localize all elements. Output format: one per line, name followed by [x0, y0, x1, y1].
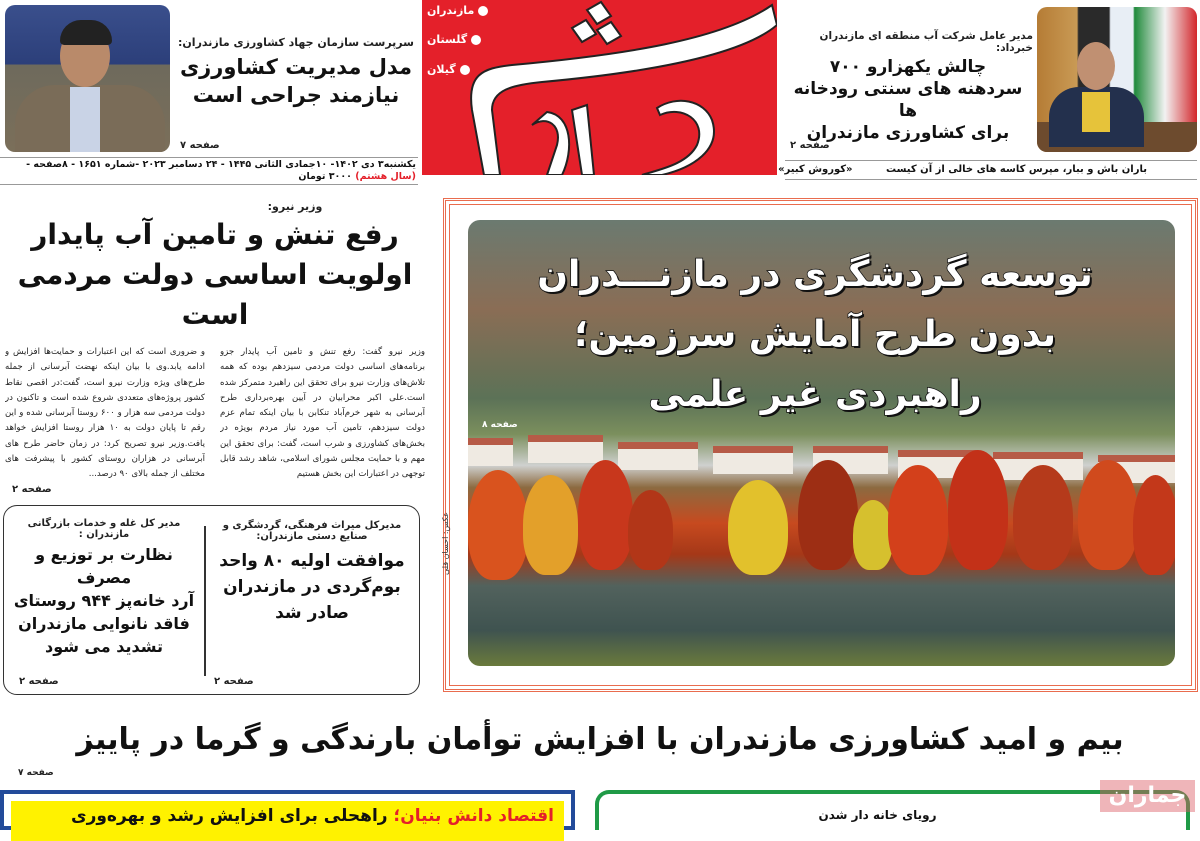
- page-ref: صفحه ۲: [19, 676, 59, 687]
- top-left-headline: [175, 53, 417, 109]
- quote-bar: [778, 160, 1197, 180]
- top-left-story[interactable]: [175, 36, 417, 109]
- water-body: [0, 345, 430, 485]
- top-left-kicker: سرپرست سازمان جهاد کشاورزی مازندران:: [178, 36, 414, 49]
- page-ref: صفحه ۷: [180, 140, 220, 151]
- top-right-headline: [783, 56, 1033, 144]
- year-label: (سال هشتم): [355, 171, 416, 182]
- price: ۳۰۰۰ تومان: [298, 171, 352, 182]
- region-golestan: گلستان: [427, 33, 481, 46]
- kicker: مدیرکل میراث فرهنگی، گردشگری و صنایع دستی مازندران:: [222, 520, 402, 542]
- banner-text: راهحلی برای افزایش رشد و بهره‌وری: [70, 806, 394, 826]
- page-ref: صفحه ۸: [482, 420, 518, 430]
- top-right-kicker: مدیر عامل شرکت آب منطقه ای مازندران خبرداد:: [819, 30, 1033, 54]
- banner-red-text: اقتصاد دانش بنیان؛: [393, 806, 554, 826]
- autumn-forest-photo[interactable]: [468, 220, 1175, 666]
- date-text: یکشنبه۳ دی ۱۴۰۲- ۱۰جمادی الثانی ۱۴۴۵ - ۲۴ دسامبر ۲۰۲۳ -شماره ۱۶۵۱ - ۸صفحه -: [26, 159, 416, 170]
- masthead-logo[interactable]: [422, 0, 777, 175]
- box-title: رویای خانه دار شدن: [818, 808, 937, 822]
- water-body-left: و ضروری است که این اعتبارات و حمایت‌ها افزایش و ادامه یابد.وی با بیان اینکه نهضت آبرسانی از جمله طرح‌های ویژه وزارت نیرو است، گفت:در اقصی نقاط کشور پروژه‌های متعددی شروع شده است و تاکنون در دولت مردمی سه هزار و ۶۰۰ روستا آبرسانی شده و این رقم تا پایان دولت به ۱۰ هزار روستا افزایش خواهد یافت.وزیر نیرو تصریح کرد: در زمان حاضر طرح های آبرسانی در هزاران روستای کشور با پیشرفت های مختلف از جمله بالای ۹۰ درصد...: [5, 347, 205, 480]
- logo-calligraphy: [422, 0, 777, 175]
- headline-line: اولویت اساسی دولت مردمی است: [17, 258, 413, 331]
- page-ref: صفحه ۷: [18, 768, 54, 778]
- headline: موافقت اولیه ۸۰ واحد بوم‌گردی در مازندران صادر شد: [219, 551, 405, 623]
- official-photo-left: [5, 5, 170, 152]
- watermark: جماران: [1100, 780, 1195, 812]
- bottom-headline[interactable]: بیم و امید کشاورزی مازندران با افزایش توأمان بارندگی و گرما در پاییز: [76, 722, 1124, 757]
- boxed-story-tourism[interactable]: [212, 520, 412, 626]
- main-headline[interactable]: توسعه گردشگری در مازنـــدران بدون طرح آمایش سرزمین؛ راهبردی غیر علمی: [537, 254, 1093, 415]
- bottom-left-box[interactable]: [0, 790, 575, 830]
- water-headline: [0, 215, 430, 335]
- photo-credit: عکس: احسان قلی: [441, 512, 450, 575]
- page-ref: صفحه ۲: [790, 140, 830, 151]
- official-photo-right: [1037, 7, 1197, 152]
- headline-line: سردهنه های سنتی رودخانه ها: [793, 79, 1023, 121]
- region-mazandaran: مازندران: [427, 4, 488, 17]
- quote-author: «کوروش کبیر»: [778, 164, 853, 175]
- boxed-story-flour[interactable]: [9, 518, 199, 658]
- headline-line: مدل مدیریت کشاورزی: [179, 55, 413, 79]
- water-body-right: وزیر نیرو گفت: رفع تنش و تامین آب پایدار جزو برنامه‌های اساسی دولت مردمی سیزدهم بوده که همه تلاش‌های وزارت نیرو برای تحقق این راهبرد متمرکز شده است.علی اکبر محرابیان در آیین بهره‌برداری طرح آبرسانی به شهر خرم‌آباد تنکابن با بیان اینکه تمام عزم دولت سیزدهم، تامین آب مورد نیاز مردم بویژه در بخش‌های کشاورزی و شرب است، گفت: برای تحقق این مهم و با حمایت مجلس شورای اسلامی، شاهد رشد قابل توجهی در اعتبارات این بخش هستیم: [220, 347, 425, 480]
- headline-line: نیازمند جراحی است: [192, 83, 400, 107]
- top-right-story[interactable]: [783, 30, 1033, 144]
- water-story[interactable]: [0, 200, 430, 485]
- boxed-stories: [3, 505, 420, 695]
- headline: نظارت بر توزیع و مصرف آرد خانه‌پز ۹۴۴ روستای فاقد نانوایی مازندران تشدید می شود: [13, 545, 195, 656]
- quote-text: باران باش و ببار، مپرس کاسه های خالی از آن کیست: [886, 164, 1147, 175]
- headline-line: رفع تنش و تامین آب پایدار: [31, 218, 399, 251]
- kicker: مدیر کل غله و خدمات بازرگانی مازندران :: [27, 518, 181, 540]
- date-bar: [0, 157, 418, 185]
- headline-line: چالش یکهزارو ۷۰۰: [829, 57, 987, 77]
- divider: [204, 526, 206, 676]
- page-ref: صفحه ۲: [12, 484, 52, 495]
- page-ref: صفحه ۲: [214, 676, 254, 687]
- region-gilan: گیلان: [427, 63, 470, 76]
- headline-line: برای کشاورزی مازندران: [806, 123, 1010, 143]
- water-kicker: وزیر نیرو:: [267, 200, 323, 213]
- yellow-banner: [11, 801, 564, 841]
